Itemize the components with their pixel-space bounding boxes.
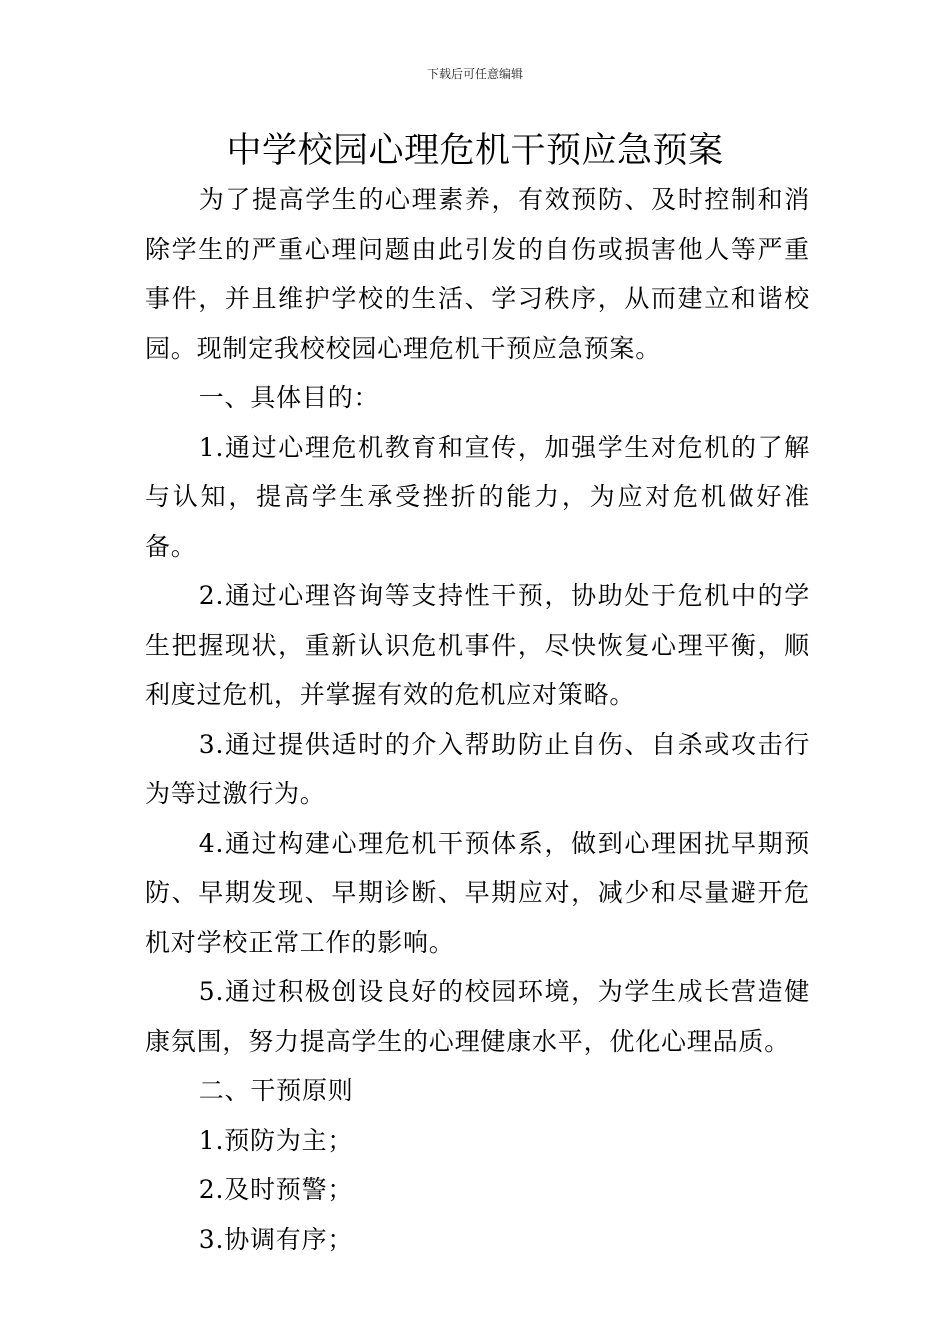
objective-item-3: 3.通过提供适时的介入帮助防止自伤、自杀或攻击行为等过激行为。 — [145, 729, 810, 808]
principle-item-3: 3.协调有序； — [198, 1224, 354, 1254]
objective-item-5: 5.通过积极创设良好的校园环境，为学生成长营造健康氛围，努力提高学生的心理健康水平，优化心理品质。 — [145, 977, 810, 1056]
principle-item-1: 1.预防为主； — [198, 1125, 354, 1155]
objective-item-1: 1.通过心理危机教育和宣传，加强学生对危机的了解与认知，提高学生承受挫折的能力，为应对危机做好准备。 — [145, 432, 810, 561]
document-title: 中学校园心理危机干预应急预案 — [226, 131, 724, 171]
objective-item-4: 4.通过构建心理危机干预体系，做到心理困扰早期预防、早期发现、早期诊断、早期应对，减少和尽量避开危机对学校正常工作的影响。 — [145, 828, 810, 957]
header-note: 下载后可任意编辑 — [426, 67, 523, 81]
section-heading-objectives: 一、具体目的： — [198, 383, 380, 412]
intro-paragraph: 为了提高学生的心理素养，有效预防、及时控制和消除学生的严重心理问题由此引发的自伤或损害他人等严重事件，并且维护学校的生活、学习秩序，从而建立和谐校园。现制定我校校园心理危机干预应急预案。 — [145, 185, 810, 363]
document-body — [145, 175, 810, 1264]
principle-item-2: 2.及时预警； — [198, 1175, 354, 1204]
objective-item-2: 2.通过心理咨询等支持性干预，协助处于危机中的学生把握现状，重新认识危机事件，尽快恢复心理平衡，顺利度过危机，并掌握有效的危机应对策略。 — [145, 581, 810, 709]
section-heading-principles: 二、干预原则 — [198, 1076, 354, 1105]
